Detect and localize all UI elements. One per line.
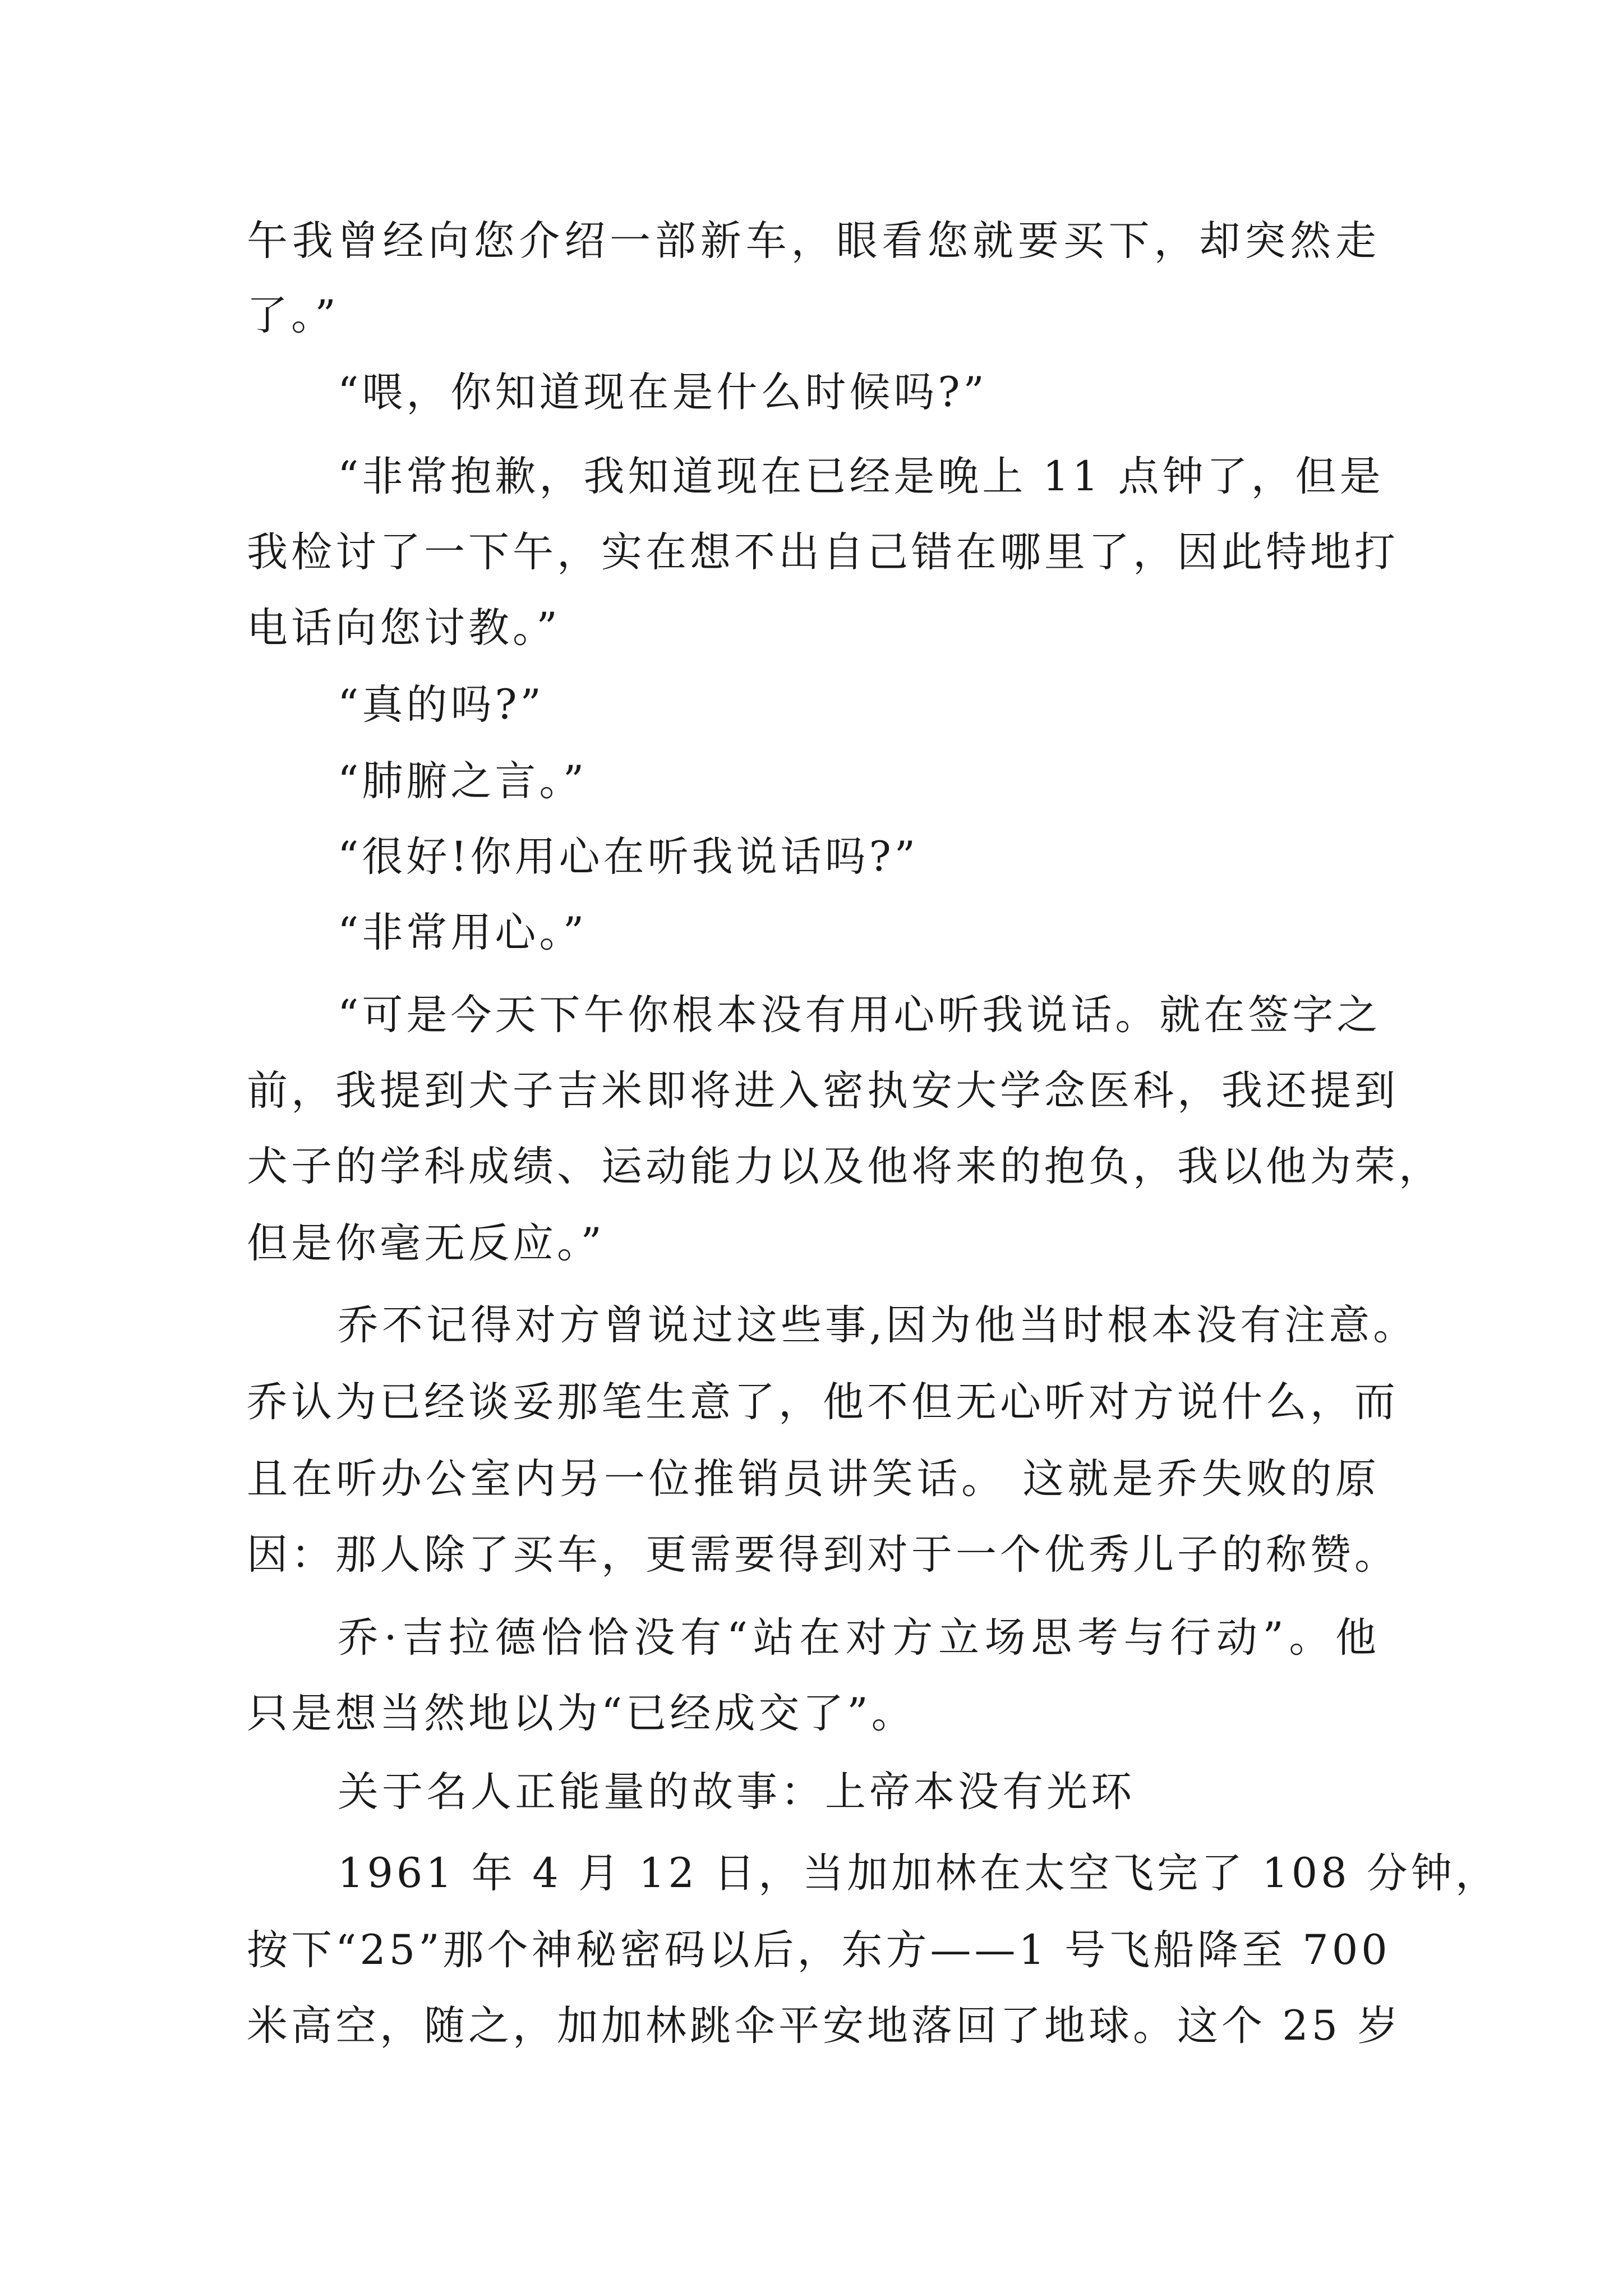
- text-line: 乔认为已经谈妥那笔生意了，他不但无心听对方说什么，而: [247, 1378, 1399, 1426]
- text-line: 乔·吉拉德恰恰没有“站在对方立场思考与行动”。他: [338, 1614, 1380, 1662]
- text-line: 我检讨了一下午，实在想不出自己错在哪里了，因此特地打: [247, 528, 1399, 576]
- text-line: 了。”: [247, 292, 339, 339]
- text-line: 米高空，随之，加加林跳伞平安地落回了地球。这个 25 岁: [247, 2002, 1402, 2050]
- text-line: 只是想当然地以为“已经成交了”。: [247, 1690, 916, 1737]
- text-line: 因：那人除了买车，更需要得到对于一个优秀儿子的称赞。: [247, 1531, 1399, 1579]
- text-line: “非常用心。”: [338, 909, 588, 956]
- text-line: 乔不记得对方曾说过这些事,因为他当时根本没有注意。: [338, 1301, 1418, 1349]
- text-line: 前，我提到犬子吉米即将进入密执安大学念医科，我还提到: [247, 1067, 1399, 1115]
- section-heading: 关于名人正能量的故事：上帝本没有光环: [338, 1768, 1135, 1816]
- text-line: 按下“25”那个神秘密码以后，东方——1 号飞船降至 700: [247, 1926, 1391, 1974]
- text-line: “真的吗?”: [338, 681, 545, 729]
- text-line: “喂，你知道现在是什么时候吗?”: [338, 369, 988, 416]
- text-line: “可是今天下午你根本没有用心听我说话。就在签字之: [338, 991, 1381, 1039]
- text-line: 电话向您讨教。”: [247, 604, 561, 652]
- text-line: 但是你毫无反应。”: [247, 1220, 605, 1267]
- text-line: “肺腑之言。”: [338, 757, 588, 805]
- text-line: “非常抱歉，我知道现在已经是晚上 11 点钟了，但是: [338, 453, 1384, 500]
- text-line: 午我曾经向您介绍一部新车，眼看您就要买下，却突然走: [247, 217, 1380, 265]
- text-line: 且在听办公室内另一位推销员讲笑话。 这就是乔失败的原: [247, 1455, 1380, 1503]
- text-line: 犬子的学科成绩、运动能力以及他将来的抱负，我以他为荣，: [247, 1143, 1443, 1190]
- text-line: 1961 年 4 月 12 日，当加加林在太空飞完了 108 分钟，: [338, 1849, 1500, 1897]
- text-line: “很好!你用心在听我说话吗?”: [338, 833, 919, 881]
